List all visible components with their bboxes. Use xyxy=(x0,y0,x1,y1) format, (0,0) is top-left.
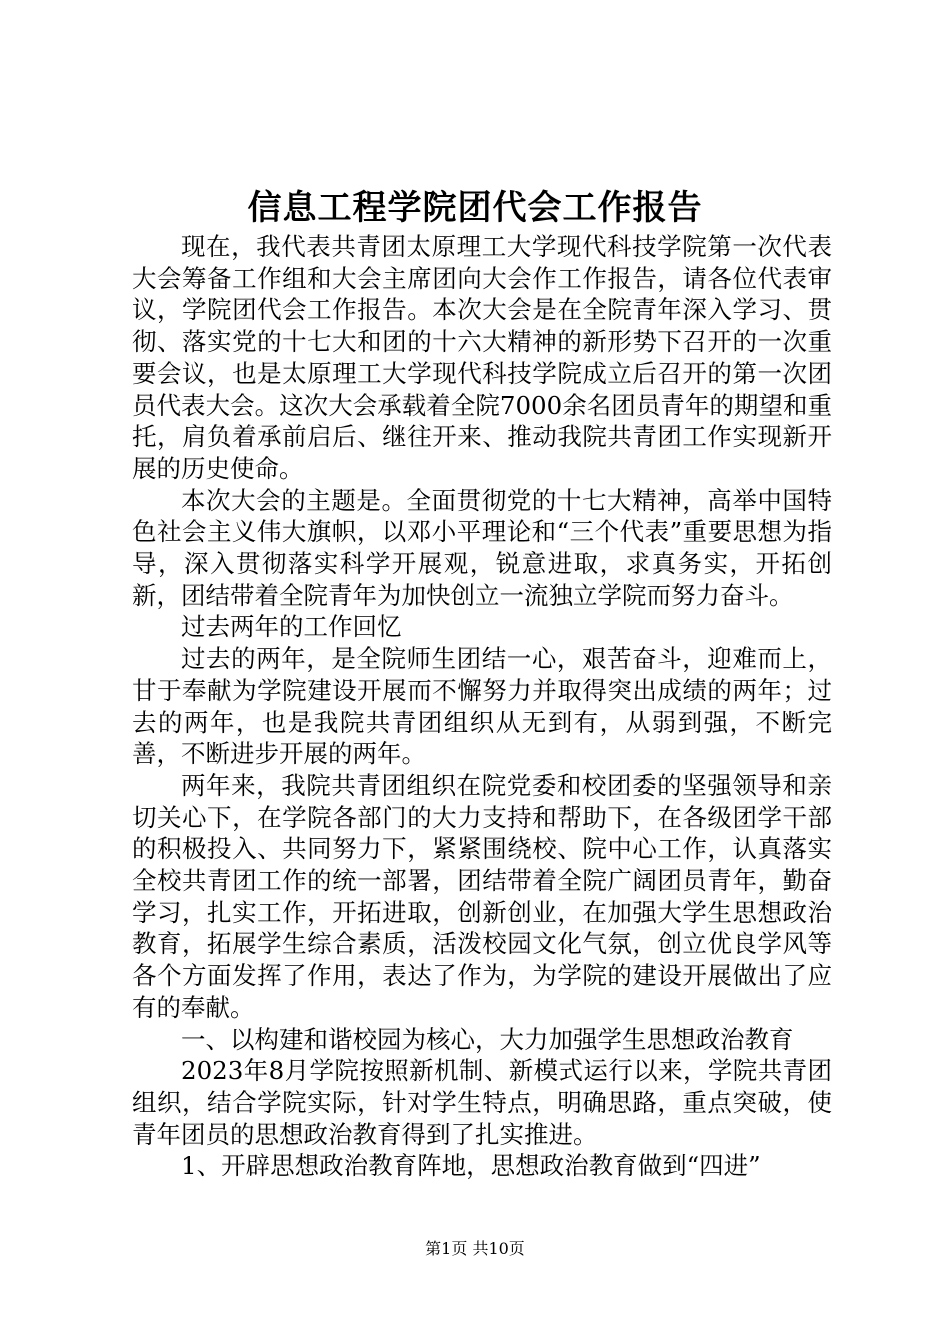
section-heading: 一、以构建和谐校园为核心，大力加强学生思想政治教育 xyxy=(181,1024,794,1054)
paragraph: 本次大会的主题是。全面贯彻党的十七大精神，高举中国特色社会主义伟大旗帜，以邓小平理论和“三个代表”重要思想为指导，深入贯彻落实科学开展观，锐意进取，求真务实，开拓创新，团结带着全院青年为加快创立一流独立学院而努力奋斗。 xyxy=(132,485,832,610)
paragraph: 两年来，我院共青团组织在院党委和校团委的坚强领导和亲切关心下，在学院各部门的大力支持和帮助下，在各级团学干部的积极投入、共同努力下，紧紧围绕校、院中心工作，认真落实全校共青团工作的统一部署，团结带着全院广阔团员青年，勤奋学习，扎实工作，开拓进取，创新创业，在加强大学生思想政治教育，拓展学生综合素质，活泼校园文化气氛，创立优良学风等各个方面发挥了作用，表达了作为，为学院的建设开展做出了应有的奉献。 xyxy=(132,770,832,1022)
page-number-footer: 第1页 共10页 xyxy=(425,1239,525,1258)
document-body xyxy=(132,231,832,1182)
subsection-heading: 1、开辟思想政治教育阵地，思想政治教育做到“四进” xyxy=(181,1151,761,1181)
paragraph: 2023年8月学院按照新机制、新模式运行以来，学院共青团组织，结合学院实际，针对学生特点，明确思路，重点突破，使青年团员的思想政治教育得到了扎实推进。 xyxy=(132,1056,832,1149)
paragraph: 现在，我代表共青团太原理工大学现代科技学院第一次代表大会筹备工作组和大会主席团向大会作工作报告，请各位代表审议，学院团代会工作报告。本次大会是在全院青年深入学习、贯彻、落实党的十七大和团的十六大精神的新形势下召开的一次重要会议，也是太原理工大学现代科技学院成立后召开的第一次团员代表大会。这次大会承载着全院7000余名团员青年的期望和重托，肩负着承前启后、继往开来、推动我院共青团工作实现新开展的历史使命。 xyxy=(132,232,832,483)
document-title: 信息工程学院团代会工作报告 xyxy=(247,188,703,228)
paragraph: 过去的两年，是全院师生团结一心，艰苦奋斗，迎难而上，甘于奉献为学院建设开展而不懈努力并取得突出成绩的两年；过去的两年，也是我院共青团组织从无到有，从弱到强，不断完善，不断进步开展的两年。 xyxy=(132,644,832,769)
section-heading: 过去两年的工作回忆 xyxy=(181,612,402,642)
